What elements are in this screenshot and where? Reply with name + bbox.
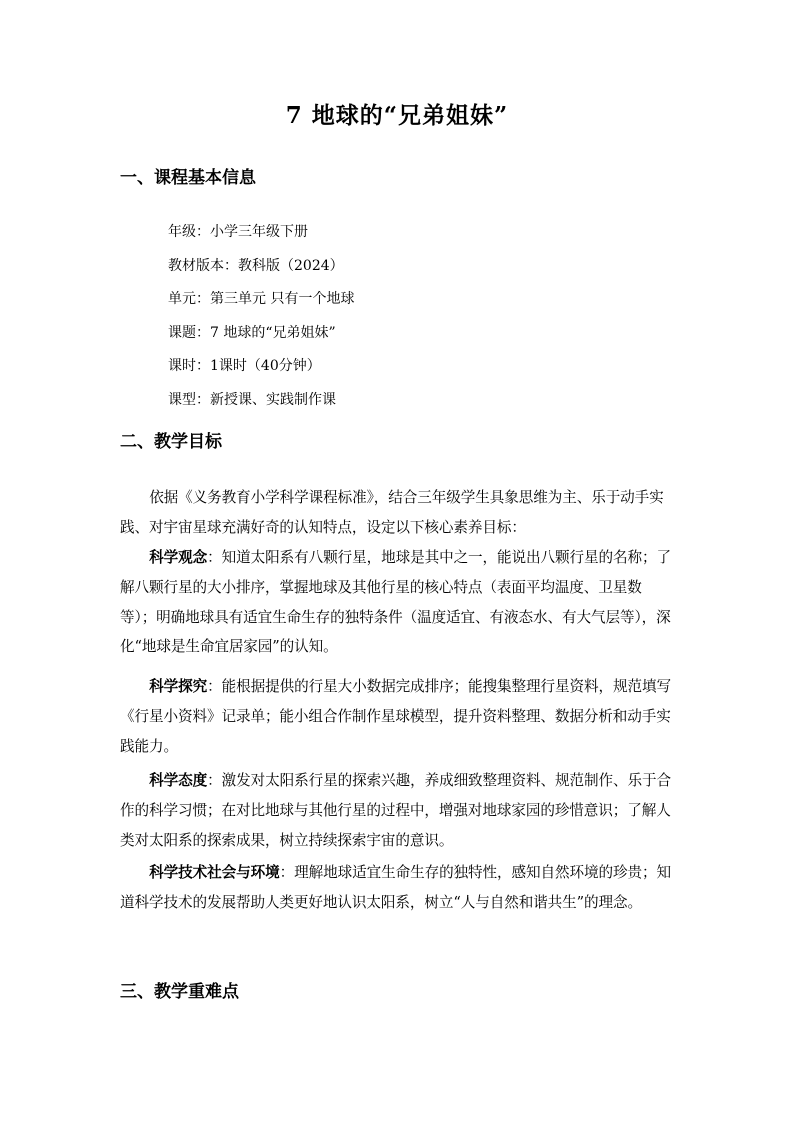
info-grade: 年级：小学三年级下册 [168, 224, 308, 240]
goal-label: 科学观念 [149, 549, 208, 566]
goal-text: ：理解地球适宜生命生存的独特性，感知自然环境的珍贵；知道科学技术的发展帮助人类更好地认识太阳系，树立“人与自然和谐共生”的理念。 [120, 864, 671, 911]
section-heading-objectives: 二、教学目标 [120, 432, 222, 452]
section-heading-basic-info: 一、课程基本信息 [120, 168, 256, 188]
info-duration: 课时：1课时（40分钟） [168, 358, 321, 375]
goal-label: 科学技术社会与环境 [149, 864, 280, 881]
goal-scientific-inquiry [120, 672, 676, 761]
goal-label: 科学探究 [149, 678, 208, 695]
objectives-intro: 依据《义务教育小学科学课程标准》，结合三年级学生具象思维为主、乐于动手实践、对宇宙星球充满好奇的认知特点，设定以下核心素养目标： [120, 489, 664, 536]
info-textbook: 教材版本：教科版（2024） [168, 257, 344, 274]
section-heading-key-points: 三、教学重难点 [120, 982, 239, 1002]
info-unit: 单元：第三单元 只有一个地球 [168, 291, 355, 308]
goal-text: ：能根据提供的行星大小数据完成排序；能搜集整理行星资料，规范填写《行星小资料》记录单；能小组合作制作星球模型，提升资料整理、数据分析和动手实践能力。 [120, 678, 671, 755]
goal-label: 科学态度 [149, 772, 208, 789]
goal-text: ：激发对太阳系行星的探索兴趣，养成细致整理资料、规范制作、乐于合作的科学习惯；在对比地球与其他行星的过程中，增强对地球家园的珍惜意识；了解人类对太阳系的探索成果，树立持续探索宇宙的意识。 [120, 772, 671, 849]
info-topic: 课题：7 地球的“兄弟姐妹” [168, 324, 336, 341]
course-info-list [168, 220, 354, 422]
document-title: 7 地球的“兄弟姐妹” [285, 102, 509, 129]
goal-scientific-concept [120, 543, 676, 662]
info-lesson-type: 课型：新授课、实践制作课 [168, 391, 336, 408]
goal-sts-environment [120, 858, 676, 918]
goal-scientific-attitude [120, 766, 676, 855]
goal-text: ：知道太阳系有八颗行星，地球是其中之一，能说出八颗行星的名称；了解八颗行星的大小排序，掌握地球及其他行星的核心特点（表面平均温度、卫星数等）；明确地球具有适宜生命生存的独特条件（温度适宜、有液态水、有大气层等），深化“地球是生命宜居家园”的认知。 [120, 549, 671, 656]
